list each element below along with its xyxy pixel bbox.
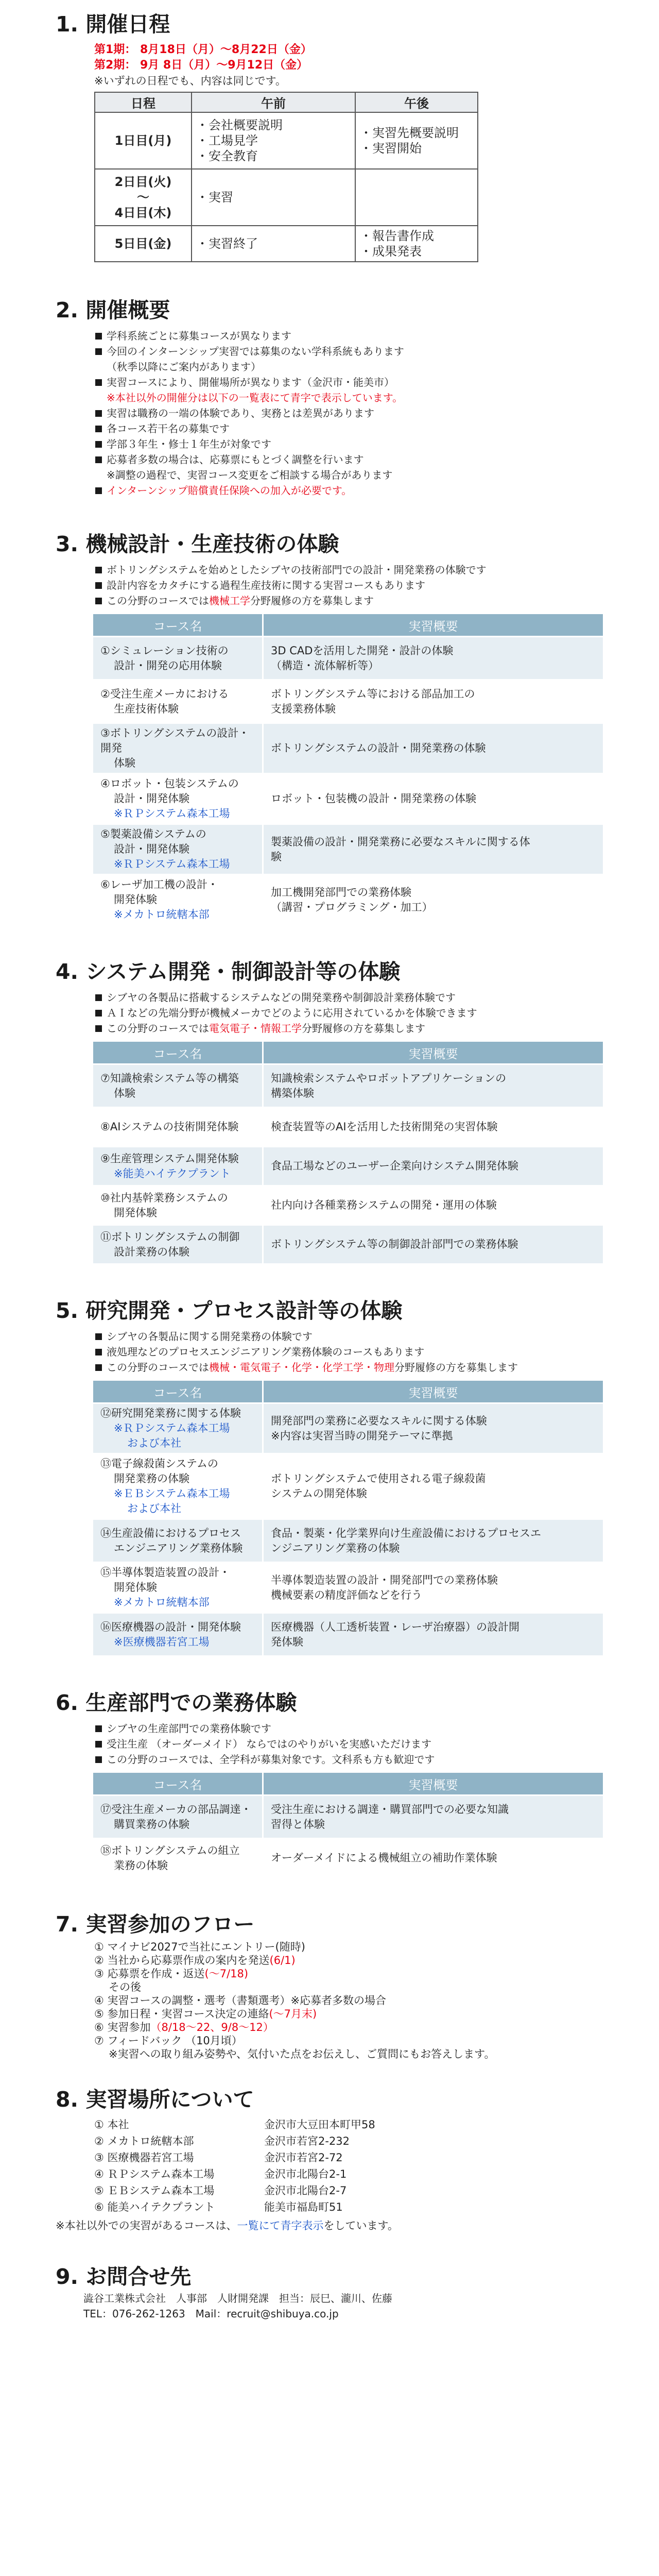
- course-table: [92, 1040, 604, 1265]
- header-summary: 実習概要: [263, 1041, 604, 1064]
- course-name-cell: [93, 1403, 263, 1454]
- table-row: [93, 774, 604, 824]
- table-row: [93, 1795, 604, 1839]
- course-summary-line: 検査装置等のAIを活用した技術開発の実習体験: [271, 1121, 498, 1133]
- flow-step: ⑤ 参加日程・実習コース決定の連絡(～7月末): [94, 2008, 317, 2020]
- course-summary-line: ※内容は実習当時の開発テーマに準拠: [271, 1429, 453, 1442]
- course-summary-line: 知識検索システムやロボットアプリケーションの: [271, 1072, 507, 1084]
- course-name-cell: [93, 723, 263, 774]
- header-pm: 午後: [355, 92, 478, 112]
- course-name-cell: [93, 1186, 263, 1225]
- am-item: ・会社概要説明: [196, 118, 283, 132]
- course-summary-line: 製薬設備の設計・開発業務に必要なスキルに関する体: [271, 835, 530, 848]
- list-item: 実習コースにより、開催場所が異なります（金沢市・能美市） ※本社以外の開催分は以下の一覧表にて青字で表示しています。: [94, 375, 603, 405]
- course-summary-cell: [263, 637, 604, 680]
- course-name-cell: [93, 1147, 263, 1186]
- section-title-contact: 9. お問合せ先: [56, 2264, 192, 2289]
- course-name-line: ⑯医療機器の設計・開発体験: [100, 1620, 241, 1633]
- course-name-line: 開発体験: [114, 1206, 157, 1219]
- header-course: コース名: [93, 614, 263, 637]
- course-name-line: ⑦知識検索システム等の構築: [100, 1072, 239, 1084]
- location-row: ④ ＲＰシステム森本工場 金沢市北陽台2-1: [94, 2168, 347, 2180]
- list-item: 今回のインターンシップ実習では募集のない学科系統もあります （秋季以降にご案内があります）: [94, 344, 603, 375]
- course-summary-line: ボトリングシステム等における部品加工の: [271, 687, 475, 700]
- section-research: [56, 1297, 603, 1657]
- course-summary-cell: [263, 1108, 604, 1147]
- course-summary-cell: [263, 875, 604, 925]
- section-title-schedule: 1. 開催日程: [56, 12, 170, 37]
- list-item: ボトリングシステムを始めとしたシブヤの技術部門での設計・開発業務の体験です: [94, 562, 603, 578]
- course-name-cell: [93, 1108, 263, 1147]
- course-name-line: 設計・開発体験: [114, 792, 189, 805]
- list-item: この分野のコースでは機械・電気電子・化学・化学工学・物理分野履修の方を募集します: [94, 1360, 603, 1375]
- table-row: [93, 1225, 604, 1264]
- course-name-cell: [93, 680, 263, 723]
- list-item: シブヤの生産部門での業務体験です: [94, 1721, 603, 1736]
- course-location: および本社: [127, 1502, 181, 1515]
- course-name-cell: [93, 824, 263, 875]
- course-summary-cell: [263, 774, 604, 824]
- day-line: ～: [137, 190, 149, 205]
- course-name-line: ⑩社内基幹業務システムの: [100, 1191, 228, 1204]
- table-row: [93, 875, 604, 925]
- course-name-line: 生産技術体験: [114, 702, 179, 715]
- list-item: この分野のコースでは電気電子・情報工学分野履修の方を募集します: [94, 1021, 603, 1036]
- list-item: インターンシップ賠償責任保険への加入が必要です。: [94, 483, 603, 498]
- pm-item: ・実習先概要説明: [360, 126, 459, 140]
- course-location: および本社: [127, 1437, 181, 1449]
- day-cell: 1日目(月): [95, 112, 192, 169]
- course-name-line: 体験: [114, 757, 135, 769]
- section-title-locations: 8. 実習場所について: [56, 2087, 254, 2112]
- course-summary-line: 3D CADを活用した開発・設計の体験: [271, 644, 454, 657]
- table-row: [93, 1186, 604, 1225]
- list-item: 学部３年生・修士１年生が対象です: [94, 436, 603, 452]
- course-summary-line: システムの開発体験: [271, 1487, 367, 1500]
- table-row: [93, 1613, 604, 1656]
- section-title-overview: 2. 開催概要: [56, 298, 170, 323]
- table-row: [93, 1839, 604, 1878]
- table-row: [93, 1064, 604, 1108]
- course-summary-cell: [263, 680, 604, 723]
- section-production: [56, 1689, 603, 1878]
- list-item: 設計内容をカタチにする過程生産技術に関する実習コースもあります: [94, 578, 603, 593]
- course-location: ※能美ハイテクプラント: [114, 1167, 231, 1180]
- table-row: [93, 1403, 604, 1454]
- am-item: ・安全教育: [196, 149, 258, 163]
- course-summary-cell: [263, 1403, 604, 1454]
- course-summary-line: 発体験: [271, 1635, 303, 1648]
- course-summary-line: 食品工場などのユーザー企業向けシステム開発体験: [271, 1160, 518, 1172]
- course-location: ※医療機器若宮工場: [114, 1635, 210, 1648]
- course-name-cell: [93, 1454, 263, 1519]
- flow-step: ⑦ フィードバック （10月頃）: [94, 2035, 242, 2047]
- header-day: 日程: [95, 92, 192, 112]
- course-name-cell: [93, 637, 263, 680]
- table-row: [93, 1563, 604, 1613]
- list-item: 受注生産 （オーダーメイド） ならではのやりがいを実感いただけます: [94, 1736, 603, 1752]
- course-name-cell: [93, 1795, 263, 1839]
- course-location: ※ＲＰシステム森本工場: [114, 858, 230, 870]
- course-summary-cell: [263, 824, 604, 875]
- section-title-research: 5. 研究開発・プロセス設計等の体験: [56, 1298, 403, 1323]
- course-name-cell: [93, 1064, 263, 1108]
- section-title-mechanical: 3. 機械設計・生産技術の体験: [56, 532, 339, 556]
- am-item: ・実習終了: [196, 236, 258, 251]
- list-item: ＡＩなどの先端分野が機械メーカでどのように応用されているかを体験できます: [94, 1005, 603, 1021]
- course-name-line: ⑰受注生産メーカの部品調達・: [100, 1803, 252, 1816]
- table-row: [93, 1147, 604, 1186]
- table-row: [93, 723, 604, 774]
- section-title-flow: 7. 実習参加のフロー: [56, 1912, 255, 1937]
- course-name-line: ⑪ボトリングシステムの制御: [100, 1230, 240, 1243]
- course-name-cell: [93, 1225, 263, 1264]
- list-item: 実習は職務の一端の体験であり、実務とは差異があります: [94, 405, 603, 421]
- course-summary-line: ボトリングシステムで使用される電子線殺菌: [271, 1472, 486, 1485]
- course-name-cell: [93, 1839, 263, 1878]
- am-cell: [192, 226, 355, 262]
- section-mechanical: [56, 530, 603, 926]
- pm-cell: [355, 169, 478, 226]
- course-name-line: 体験: [114, 1087, 135, 1099]
- course-name-line: 設計・開発の応用体験: [114, 659, 222, 672]
- research-list: [94, 1329, 603, 1375]
- course-summary-line: ンジニアリング業務の体験: [271, 1541, 400, 1554]
- course-name-line: ⑬電子線殺菌システムの: [100, 1458, 218, 1470]
- course-summary-line: ロボット・包装機の設計・開発業務の体験: [271, 792, 476, 805]
- course-summary-line: （講習・プログラミング・加工）: [271, 901, 433, 913]
- course-name-cell: [93, 1613, 263, 1656]
- course-summary-line: 半導体製造装置の設計・開発部門での業務体験: [271, 1573, 498, 1586]
- course-name-line: ⑮半導体製造装置の設計・: [100, 1566, 230, 1579]
- am-cell: [192, 169, 355, 226]
- section-contact: [56, 2263, 603, 2321]
- am-item: ・実習: [196, 190, 233, 205]
- day-line: 2日目(火): [114, 175, 172, 189]
- course-name-line: 購買業務の体験: [114, 1818, 189, 1831]
- course-summary-cell: [263, 1064, 604, 1108]
- course-summary-cell: [263, 1186, 604, 1225]
- course-name-line: ⑧AIシステムの技術開発体験: [100, 1121, 239, 1133]
- list-item: 各コース若干名の募集です: [94, 421, 603, 436]
- mechanical-list: [94, 562, 603, 608]
- table-row: [93, 1454, 604, 1519]
- pm-cell: [355, 226, 478, 262]
- course-location: ※メカトロ統轄本部: [114, 1596, 210, 1608]
- section-schedule: [56, 10, 603, 262]
- overview-list: [94, 328, 603, 498]
- table-row: [93, 824, 604, 875]
- location-row: ① 本社 金沢市大豆田本町甲58: [94, 2119, 375, 2131]
- schedule-note: ※いずれの日程でも、内容は同じです。: [94, 75, 286, 87]
- flow-step: ① マイナビ2027で当社にエントリー(随時): [94, 1941, 305, 1953]
- course-summary-cell: [263, 1563, 604, 1613]
- course-name-line: ④ロボット・包装システムの: [100, 777, 239, 790]
- course-summary-line: ボトリングシステムの設計・開発業務の体験: [271, 742, 486, 754]
- list-item: 液処理などのプロセスエンジニアリング業務体験のコースもあります: [94, 1344, 603, 1360]
- course-summary-line: 習得と体験: [271, 1818, 325, 1831]
- day-cell: 5日目(金): [95, 226, 192, 262]
- section-title-production: 6. 生産部門での業務体験: [56, 1690, 297, 1715]
- course-summary-line: 支援業務体験: [271, 702, 336, 715]
- course-summary-line: （構造・流体解析等）: [271, 659, 379, 672]
- course-summary-line: 構築体験: [271, 1087, 314, 1099]
- flow-step: ② 当社から応募票作成の案内を発送(6/1): [94, 1954, 296, 1967]
- list-item: この分野のコースでは機械工学分野履修の方を募集します: [94, 593, 603, 608]
- course-name-line: エンジニアリング業務体験: [114, 1541, 243, 1554]
- course-name-cell: [93, 875, 263, 925]
- course-name-cell: [93, 1519, 263, 1563]
- contact-line[interactable]: TEL：076-262-1263 Mail：recruit@shibuya.co.jp: [83, 2308, 339, 2320]
- table-row: [93, 1108, 604, 1147]
- pm-item: ・実習開始: [360, 141, 422, 156]
- course-location: ※ＲＰシステム森本工場: [114, 807, 230, 820]
- am-cell: [192, 112, 355, 169]
- course-name-cell: [93, 774, 263, 824]
- schedule-table: [94, 92, 478, 262]
- course-name-line: 開発業務の体験: [114, 1472, 189, 1485]
- pm-item: ・報告書作成: [360, 229, 434, 243]
- course-summary-cell: [263, 1839, 604, 1878]
- course-name-line: ⑤製薬設備システムの: [100, 828, 206, 840]
- course-summary-cell: [263, 1519, 604, 1563]
- course-table: [92, 1771, 604, 1878]
- course-summary-cell: [263, 1225, 604, 1264]
- header-summary: 実習概要: [263, 1380, 604, 1403]
- am-item: ・工場見学: [196, 133, 258, 148]
- course-summary-line: 食品・製薬・化学業界向け生産設備におけるプロセスエ: [271, 1527, 541, 1539]
- course-name-line: ⑥レーザ加工機の設計・: [100, 878, 218, 891]
- header-course: コース名: [93, 1380, 263, 1403]
- course-name-line: ⑱ボトリングシステムの組立: [100, 1844, 240, 1857]
- flow-step: ⑥ 実習参加（8/18～22、9/8～12）: [94, 2021, 274, 2033]
- course-table: [92, 613, 604, 926]
- course-name-line: ②受注生産メーカにおける: [100, 687, 229, 700]
- location-row: ⑤ ＥＢシステム森本工場 金沢市北陽台2-7: [94, 2184, 347, 2197]
- location-row: ③ 医療機器若宮工場 金沢市若宮2-72: [94, 2151, 343, 2164]
- pm-cell: [355, 112, 478, 169]
- location-row: ② メカトロ統轄本部 金沢市若宮2-232: [94, 2135, 350, 2147]
- list-item: 学科系統ごとに募集コースが異なります: [94, 328, 603, 344]
- course-name-line: ③ボトリングシステムの設計・開発: [100, 727, 250, 754]
- course-summary-line: 開発部門の業務に必要なスキルに関する体験: [271, 1414, 487, 1427]
- day-cell: [95, 169, 192, 226]
- table-row: [93, 1519, 604, 1563]
- list-item: シブヤの各製品に関する開発業務の体験です: [94, 1329, 603, 1344]
- location-note: ※本社以外での実習があるコースは、一覧にて青字表示をしています。: [56, 2219, 398, 2232]
- header-course: コース名: [93, 1041, 263, 1064]
- course-name-line: 設計・開発体験: [114, 843, 189, 855]
- course-location: ※メカトロ統轄本部: [114, 908, 210, 921]
- course-summary-cell: [263, 1795, 604, 1839]
- header-course: コース名: [93, 1772, 263, 1795]
- course-summary-line: 受注生産における調達・購買部門での必要な知識: [271, 1803, 509, 1816]
- flow-list: [56, 1940, 603, 2061]
- course-location: ※ＥＢシステム森本工場: [114, 1487, 230, 1500]
- period-1: 第1期： 8月18日（月）～8月22日（金）: [94, 43, 312, 56]
- course-name-line: 開発体験: [114, 893, 157, 906]
- course-summary-line: 験: [271, 850, 282, 863]
- system-list: [94, 990, 603, 1036]
- production-list: [94, 1721, 603, 1767]
- course-summary-line: 機械要素の精度評価などを行う: [271, 1588, 422, 1601]
- location-list: [56, 2116, 603, 2234]
- location-row: ⑥ 能美ハイテクプラント 能美市福島町51: [94, 2201, 343, 2213]
- course-name-line: ⑨生産管理システム開発体験: [100, 1152, 239, 1165]
- course-name-line: 開発体験: [114, 1581, 157, 1594]
- period-2: 第2期： 9月 8日（月）～9月12日（金）: [94, 59, 308, 72]
- course-name-line: ①シミュレーション技術の: [100, 644, 229, 657]
- course-summary-line: 社内向け各種業務システムの開発・運用の体験: [271, 1199, 497, 1211]
- pm-item: ・成果発表: [360, 244, 422, 259]
- header-summary: 実習概要: [263, 1772, 604, 1795]
- course-summary-cell: [263, 1613, 604, 1656]
- course-name-line: ⑫研究開発業務に関する体験: [100, 1407, 241, 1419]
- day-line: 4日目(木): [114, 206, 172, 220]
- flow-step: ④ 実習コースの調整・選考（書類選考）※応募者多数の場合: [94, 1994, 387, 2007]
- course-summary-cell: [263, 723, 604, 774]
- table-row: [93, 637, 604, 680]
- course-name-line: 業務の体験: [114, 1859, 168, 1872]
- list-item: この分野のコースでは、全学科が募集対象です。文科系も方も歓迎です: [94, 1752, 603, 1767]
- contact-info: [56, 2291, 603, 2321]
- course-summary-line: ボトリングシステム等の制御設計部門での業務体験: [271, 1238, 518, 1250]
- course-location: ※ＲＰシステム森本工場: [114, 1422, 230, 1434]
- list-item: シブヤの各製品に搭載するシステムなどの開発業務や制御設計業務体験です: [94, 990, 603, 1005]
- course-summary-line: 医療機器（人工透析装置・レーザ治療器）の設計開: [271, 1620, 519, 1633]
- header-summary: 実習概要: [263, 614, 604, 637]
- course-summary-line: オーダーメイドによる機械組立の補助作業体験: [271, 1852, 497, 1864]
- flow-step: ③ 応募票を作成・返送(～7/18): [94, 1968, 249, 1980]
- contact-line: 澁谷工業株式会社 人事部 人財開発課 担当：辰巳、瀧川、佐藤: [83, 2292, 392, 2304]
- course-name-line: ⑭生産設備におけるプロセス: [100, 1527, 241, 1539]
- section-system: [56, 958, 603, 1265]
- course-name-line: 設計業務の体験: [114, 1245, 189, 1258]
- section-title-system: 4. システム開発・制御設計等の体験: [56, 959, 401, 984]
- section-overview: [56, 296, 603, 498]
- flow-step: その後: [109, 1981, 141, 1993]
- course-table: [92, 1379, 604, 1657]
- section-locations: [56, 2086, 603, 2234]
- header-am: 午前: [192, 92, 355, 112]
- list-item: 応募者多数の場合は、応募票にもとづく調整を行います ※調整の過程で、実習コース変更をご相談する場合があります: [94, 452, 603, 483]
- course-summary-cell: [263, 1147, 604, 1186]
- table-row: [93, 680, 604, 723]
- course-summary-cell: [263, 1454, 604, 1519]
- course-name-cell: [93, 1563, 263, 1613]
- course-summary-line: 加工機開発部門での業務体験: [271, 886, 411, 899]
- section-flow: [56, 1910, 603, 2061]
- flow-note: ※実習への取り組み姿勢や、気付いた点をお伝えし、ご質問にもお答えします。: [109, 2048, 495, 2060]
